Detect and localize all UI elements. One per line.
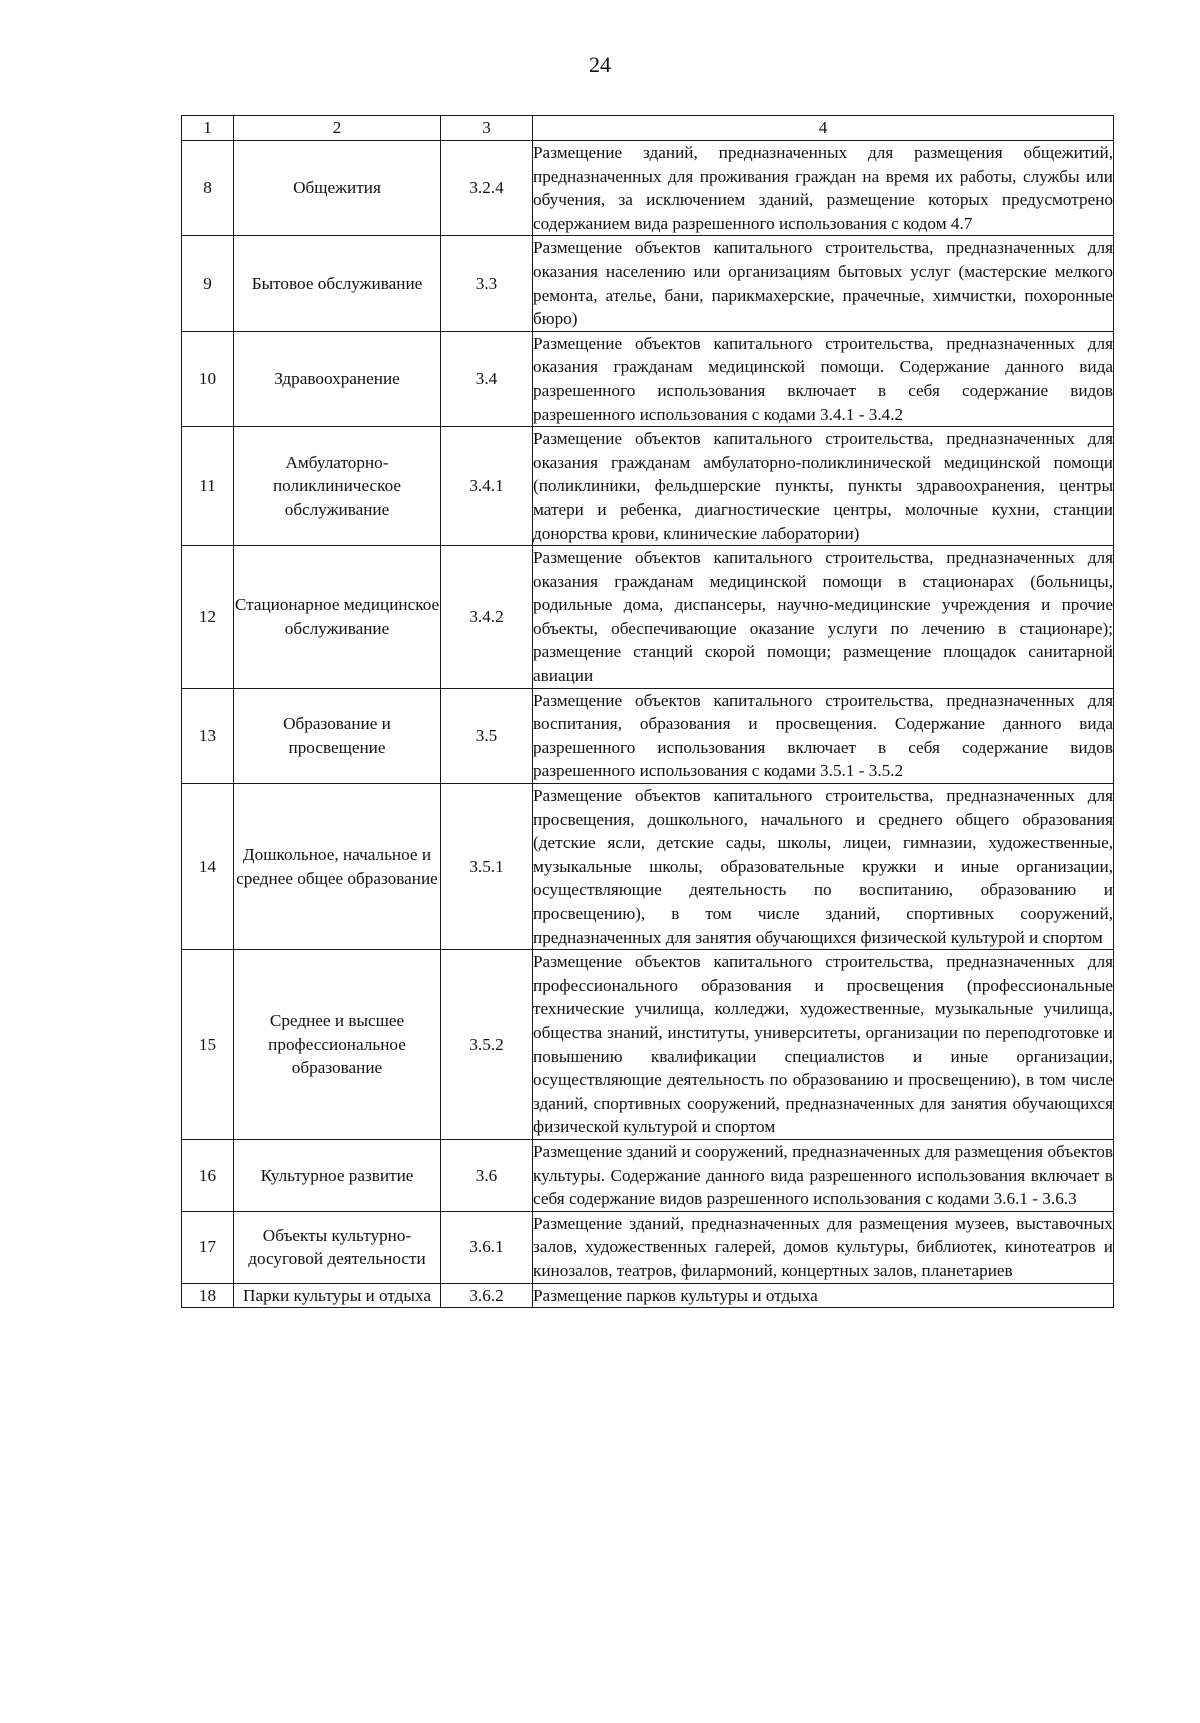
use-type-code: 3.2.4	[441, 141, 533, 236]
table-row	[182, 427, 1114, 546]
use-type-name: Стационарное медицинское обслуживание	[234, 546, 441, 689]
row-number: 10	[182, 331, 234, 426]
row-number: 17	[182, 1211, 234, 1283]
use-type-description: Размещение парков культуры и отдыха	[533, 1283, 1114, 1308]
header-col-3: 3	[441, 116, 533, 141]
use-type-code: 3.4.2	[441, 546, 533, 689]
use-type-name: Амбулаторно-поликлиническое обслуживание	[234, 427, 441, 546]
row-number: 18	[182, 1283, 234, 1308]
table-row	[182, 546, 1114, 689]
use-type-description: Размещение объектов капитального строительства, предназначенных для профессионального образования и просвещения (профессиональные технические училища, колледжи, художественные, музыкальные училища, общества знаний, институты, университеты, организации по переподготовке и повышению квалификации специалистов и иные организации, осуществляющие деятельность по образованию и просвещению), в том числе зданий, спортивных сооружений, предназначенных для занятия обучающихся физической культурой и спортом	[533, 950, 1114, 1140]
table-row	[182, 688, 1114, 783]
use-type-description: Размещение зданий, предназначенных для размещения общежитий, предназначенных для проживания граждан на время их работы, службы или обучения, за исключением зданий, размещение которых предусмотрено содержанием вида разрешенного использования с кодом 4.7	[533, 141, 1114, 236]
use-type-code: 3.5.1	[441, 784, 533, 950]
land-use-table	[181, 115, 1114, 1308]
header-col-4: 4	[533, 116, 1114, 141]
row-number: 11	[182, 427, 234, 546]
row-number: 8	[182, 141, 234, 236]
use-type-description: Размещение объектов капитального строительства, предназначенных для оказания населению или организациям бытовых услуг (мастерские мелкого ремонта, ателье, бани, парикмахерские, прачечные, химчистки, похоронные бюро)	[533, 236, 1114, 331]
table-row	[182, 1211, 1114, 1283]
use-type-description: Размещение зданий и сооружений, предназначенных для размещения объектов культуры. Содержание данного вида разрешенного использования включает в себя содержание видов разрешенного использования с кодами 3.6.1 - 3.6.3	[533, 1139, 1114, 1211]
row-number: 13	[182, 688, 234, 783]
use-type-name: Дошкольное, начальное и среднее общее образование	[234, 784, 441, 950]
use-type-description: Размещение объектов капитального строительства, предназначенных для воспитания, образования и просвещения. Содержание данного вида разрешенного использования включает в себя содержание видов разрешенного использования с кодами 3.5.1 - 3.5.2	[533, 688, 1114, 783]
use-type-code: 3.4.1	[441, 427, 533, 546]
table-row	[182, 1139, 1114, 1211]
header-col-1: 1	[182, 116, 234, 141]
use-type-name: Бытовое обслуживание	[234, 236, 441, 331]
row-number: 15	[182, 950, 234, 1140]
use-type-description: Размещение объектов капитального строительства, предназначенных для оказания гражданам медицинской помощи. Содержание данного вида разрешенного использования включает в себя содержание видов разрешенного использования с кодами 3.4.1 - 3.4.2	[533, 331, 1114, 426]
header-col-2: 2	[234, 116, 441, 141]
use-type-code: 3.6.2	[441, 1283, 533, 1308]
table-row	[182, 236, 1114, 331]
row-number: 9	[182, 236, 234, 331]
use-type-description: Размещение зданий, предназначенных для размещения музеев, выставочных залов, художественных галерей, домов культуры, библиотек, кинотеатров и кинозалов, театров, филармоний, концертных залов, планетариев	[533, 1211, 1114, 1283]
use-type-description: Размещение объектов капитального строительства, предназначенных для оказания гражданам медицинской помощи в стационарах (больницы, родильные дома, диспансеры, научно-медицинские учреждения и прочие объекты, обеспечивающие оказание услуги по лечению в стационаре); размещение станций скорой помощи; размещение площадок санитарной авиации	[533, 546, 1114, 689]
use-type-name: Среднее и высшее профессиональное образование	[234, 950, 441, 1140]
use-type-name: Парки культуры и отдыха	[234, 1283, 441, 1308]
use-type-name: Здравоохранение	[234, 331, 441, 426]
use-type-code: 3.4	[441, 331, 533, 426]
table-row	[182, 950, 1114, 1140]
use-type-description: Размещение объектов капитального строительства, предназначенных для оказания гражданам амбулаторно-поликлинической медицинской помощи (поликлиники, фельдшерские пункты, пункты здравоохранения, центры матери и ребенка, диагностические центры, молочные кухни, станции донорства крови, клинические лаборатории)	[533, 427, 1114, 546]
use-type-code: 3.6.1	[441, 1211, 533, 1283]
row-number: 12	[182, 546, 234, 689]
use-type-name: Объекты культурно-досуговой деятельности	[234, 1211, 441, 1283]
use-type-code: 3.5.2	[441, 950, 533, 1140]
table-row	[182, 331, 1114, 426]
use-type-code: 3.6	[441, 1139, 533, 1211]
table-row	[182, 784, 1114, 950]
row-number: 14	[182, 784, 234, 950]
table-row	[182, 141, 1114, 236]
use-type-name: Культурное развитие	[234, 1139, 441, 1211]
header-row	[182, 116, 1114, 141]
use-type-code: 3.3	[441, 236, 533, 331]
use-type-name: Образование и просвещение	[234, 688, 441, 783]
table-row	[182, 1283, 1114, 1308]
page-number: 24	[589, 52, 611, 77]
use-type-description: Размещение объектов капитального строительства, предназначенных для просвещения, дошкольного, начального и среднего общего образования (детские ясли, детские сады, школы, лицеи, гимназии, художественные, музыкальные школы, образовательные кружки и иные организации, осуществляющие деятельность по воспитанию, образованию и просвещению), в том числе зданий, спортивных сооружений, предназначенных для занятия обучающихся физической культурой и спортом	[533, 784, 1114, 950]
use-type-code: 3.5	[441, 688, 533, 783]
use-type-name: Общежития	[234, 141, 441, 236]
row-number: 16	[182, 1139, 234, 1211]
